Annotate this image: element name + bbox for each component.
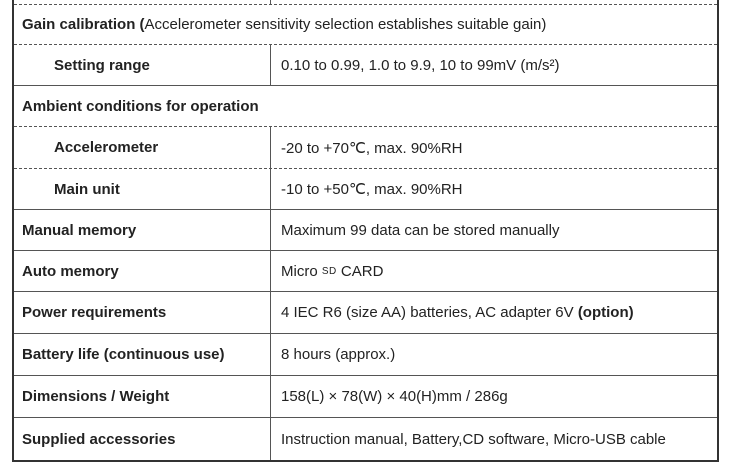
spec-table (12, 0, 719, 462)
accelerometer-value: -20 to +70℃, max. 90%RH (281, 139, 463, 157)
row-dimensions-weight (14, 376, 717, 418)
battery-life-value: 8 hours (approx.) (281, 346, 396, 363)
main-unit-value: -10 to +50℃, max. 90%RH (281, 181, 463, 198)
row-battery-life (14, 334, 717, 376)
battery-life-label: Battery life (continuous use) (14, 334, 271, 375)
gain-calibration-note: Accelerometer sensitivity selection establishes suitable gain) (144, 16, 547, 33)
row-ambient-conditions (14, 86, 717, 127)
dimensions-weight-value: 158(L) × 78(W) × 40(H)mm / 286g (281, 388, 508, 405)
row-accelerometer (14, 127, 717, 169)
row-gain-calibration (14, 5, 717, 45)
row-manual-memory (14, 210, 717, 251)
row-setting-range (14, 45, 717, 86)
power-requirements-value: 4 IEC R6 (size AA) batteries, AC adapter 6V (option) (281, 304, 634, 321)
row-supplied-accessories (14, 418, 717, 460)
row-power-requirements (14, 292, 717, 334)
row-auto-memory (14, 251, 717, 292)
manual-memory-value: Maximum 99 data can be stored manually (281, 221, 560, 239)
supplied-accessories-label: Supplied accessories (14, 418, 271, 460)
power-requirements-label: Power requirements (14, 292, 271, 333)
setting-range-label: Setting range (14, 45, 271, 85)
manual-memory-label: Manual memory (14, 210, 271, 250)
accelerometer-label: Accelerometer (14, 127, 271, 168)
ambient-conditions-title: Ambient conditions for operation (22, 97, 259, 115)
supplied-accessories-value: Instruction manual, Battery,CD software, Micro-USB cable (281, 430, 666, 448)
auto-memory-value: Micro SD CARD (281, 262, 384, 280)
auto-memory-label: Auto memory (14, 251, 271, 291)
row-main-unit (14, 169, 717, 210)
main-unit-label: Main unit (14, 169, 271, 209)
gain-calibration-title: Gain calibration ( (22, 16, 145, 33)
setting-range-value: 0.10 to 0.99, 1.0 to 9.9, 10 to 99mV (m/s²) (281, 56, 560, 74)
dimensions-weight-label: Dimensions / Weight (14, 376, 271, 417)
